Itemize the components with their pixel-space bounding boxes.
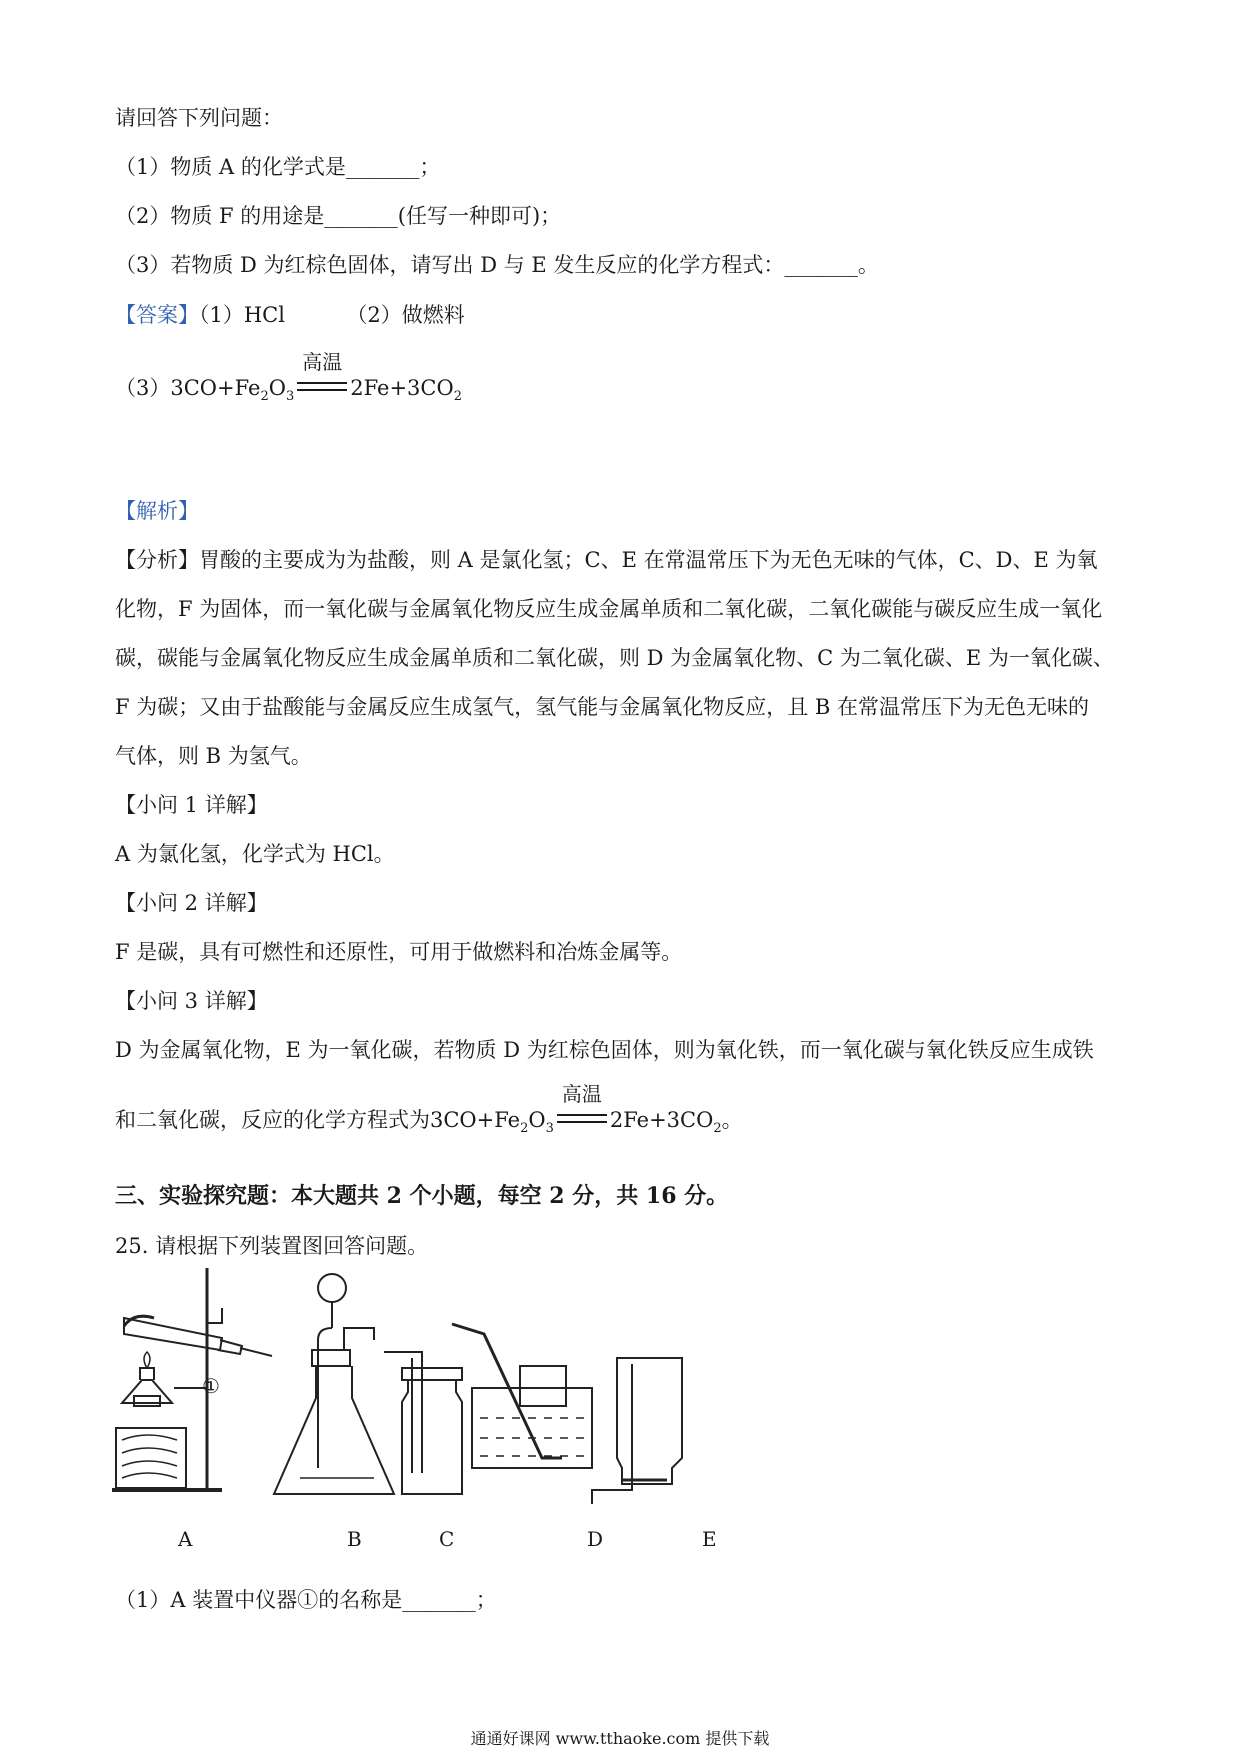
answer-1: （1）HCl <box>199 303 285 327</box>
eq-subscript-b: 3 <box>285 389 295 405</box>
analysis-p3: 碳，碳能与金属氧化物反应生成金属单质和二氧化碳，则 D 为金属氧化物、C 为二氧化碳、E 为一氧化碳、 <box>115 646 1114 670</box>
apparatus-b <box>274 1274 394 1494</box>
analysis-tag: 【解析】 <box>115 499 199 523</box>
answer-2: （2）做燃料 <box>346 303 465 327</box>
analysis-p5: 气体，则 B 为氢气。 <box>115 744 312 768</box>
question-3: （3）若物质 D 为红棕色固体，请写出 D 与 E 发生反应的化学方程式：_______。 <box>115 253 879 277</box>
eq-product: 2Fe+3CO <box>350 376 454 400</box>
apparatus-figure <box>112 1268 752 1508</box>
question-2: （2）物质 F 的用途是_______(任写一种即可)； <box>115 204 562 228</box>
condition-text-2: 高温 <box>561 1082 602 1106</box>
analysis-p1: 【分析】胃酸的主要成为为盐酸，则 A 是氯化氢；C、E 在常温常压下为无色无味的气体，C、D、E 为氧 <box>115 548 1098 572</box>
subquestion-1-body: A 为氯化氢，化学式为 HCl。 <box>115 842 395 866</box>
apparatus-a <box>112 1268 272 1490</box>
eq2-product: 2Fe+3CO <box>609 1108 714 1132</box>
subquestion-2-body: F 是碳，具有可燃性和还原性，可用于做燃料和冶炼金属等。 <box>115 940 683 964</box>
subquestion-3-head: 【小问 3 详解】 <box>115 989 268 1013</box>
eq2-reactant-b: O <box>528 1108 546 1132</box>
eq2-subscript: 2 <box>520 1121 529 1137</box>
section-3-title: 三、实验探究题：本大题共 2 个小题，每空 2 分，共 16 分。 <box>115 1183 729 1209</box>
fig-label-b: B <box>347 1527 362 1551</box>
equal-sign-2 <box>557 1114 607 1123</box>
subquestion-1-head: 【小问 1 详解】 <box>115 793 268 817</box>
apparatus-e <box>592 1358 682 1504</box>
eq2-subscript-c: 2 <box>713 1121 722 1137</box>
equal-sign <box>297 382 347 391</box>
eq2-reactant: 3CO+Fe <box>430 1108 521 1132</box>
answer-3-equation <box>115 350 462 411</box>
subquestion-3-body2 <box>115 1082 743 1143</box>
answer-3-prefix: （3） <box>115 376 171 400</box>
question-25-1: （1）A 装置中仪器①的名称是_______； <box>115 1588 497 1612</box>
eq-reactant: 3CO+Fe <box>170 376 261 400</box>
eq-subscript: 2 <box>260 389 269 405</box>
fig-label-a: A <box>178 1527 193 1551</box>
subquestion-3-body1: D 为金属氧化物，E 为一氧化碳，若物质 D 为红棕色固体，则为氧化铁，而一氧化碳与氧化铁反应生成铁 <box>115 1038 1094 1062</box>
eq-subscript-c: 2 <box>453 389 462 405</box>
analysis-p2: 化物，F 为固体，而一氧化碳与金属氧化物反应生成金属单质和二氧化碳，二氧化碳能与碳反应生成一氧化 <box>115 597 1103 621</box>
reaction-condition <box>296 350 348 402</box>
apparatus-d <box>452 1324 592 1468</box>
eq-reactant-b: O <box>268 376 286 400</box>
reaction-condition-2 <box>556 1082 608 1134</box>
subquestion-2-head: 【小问 2 详解】 <box>115 891 268 915</box>
fig-label-d: D <box>587 1527 604 1551</box>
intro-line: 请回答下列问题： <box>115 106 283 130</box>
condition-text: 高温 <box>302 350 343 374</box>
eq2-subscript-b: 3 <box>545 1121 554 1137</box>
apparatus-c <box>384 1352 462 1494</box>
analysis-p4: F 为碳；又由于盐酸能与金属反应生成氢气，氢气能与金属氧化物反应，且 B 在常温常压下为无色无味的 <box>115 695 1090 719</box>
instrument-mark: ① <box>202 1374 220 1398</box>
page-footer: 通通好课网 www.tthaoke.com 提供下载 <box>470 1729 770 1748</box>
s3-prefix: 和二氧化碳，反应的化学方程式为 <box>115 1108 430 1132</box>
question-25: 25. 请根据下列装置图回答问题。 <box>115 1234 429 1258</box>
question-1: （1）物质 A 的化学式是_______； <box>115 155 441 179</box>
answer-tag: 【答案】 <box>115 303 199 327</box>
s3-suffix: 。 <box>721 1108 743 1132</box>
fig-label-c: C <box>439 1527 455 1551</box>
fig-label-e: E <box>702 1527 717 1551</box>
answer-line <box>115 301 465 329</box>
